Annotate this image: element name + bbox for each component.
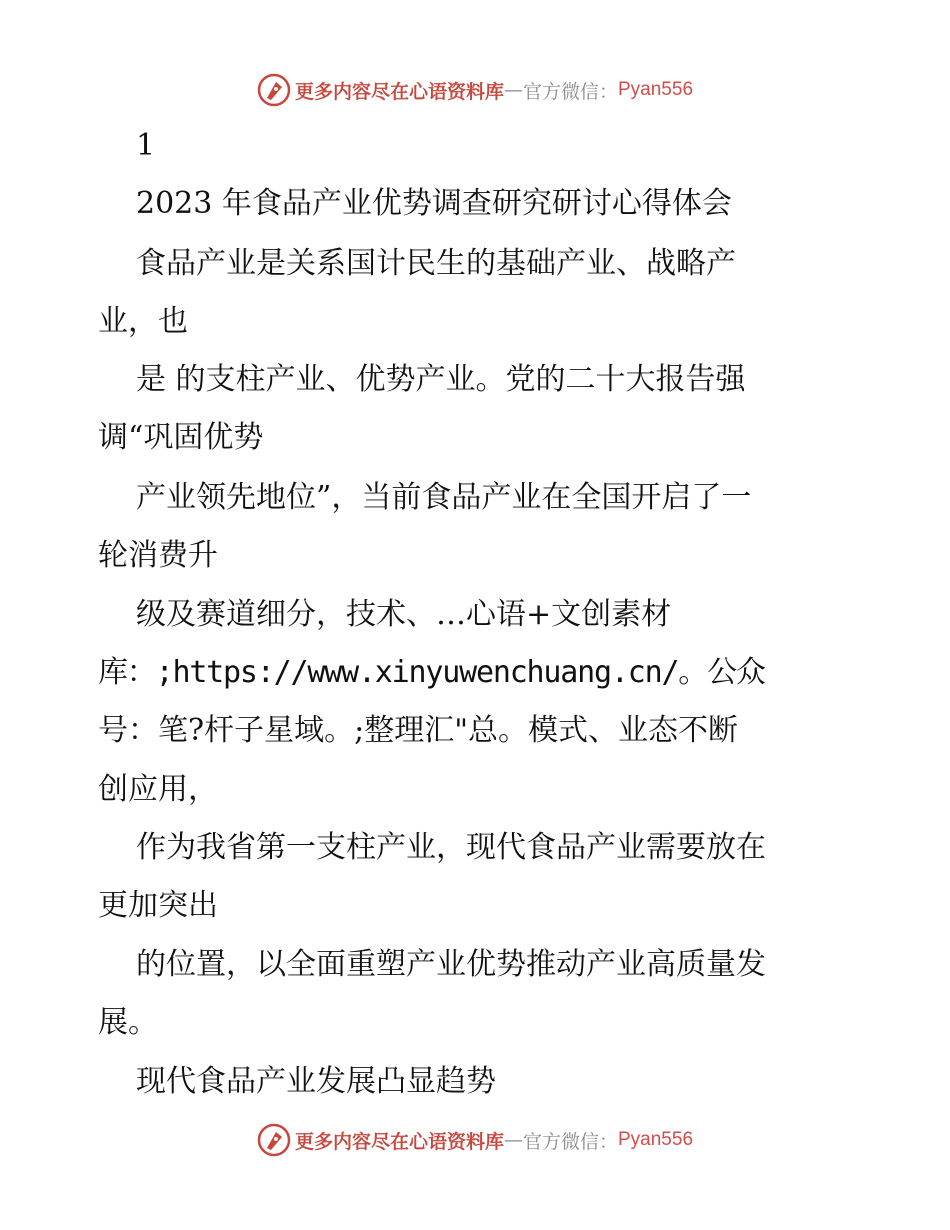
- paragraph-line: 是 的支柱产业、优势产业。党的二十大报告强: [136, 362, 746, 397]
- paragraph-line: 现代食品产业发展凸显趋势: [136, 1064, 496, 1099]
- paragraph-line: 产业领先地位”，当前食品产业在全国开启了一: [136, 480, 752, 515]
- footer-watermark: [0, 1122, 950, 1158]
- watermark-dash: —: [503, 79, 523, 101]
- paragraph-line: 业，也: [98, 304, 188, 339]
- paragraph-line: 的位置，以全面重塑产业优势推动产业高质量发: [136, 947, 766, 982]
- watermark-contact-label: 官方微信：: [522, 80, 618, 103]
- paragraph-line: 轮消费升: [98, 538, 218, 573]
- watermark-contact-id: Pyan556: [618, 79, 694, 100]
- paragraph-line: 调“巩固优势: [98, 420, 264, 455]
- paragraph-line: 号：笔?杆子星域。;整理汇"总。模式、业态不断: [98, 713, 738, 748]
- watermark-site-text: 更多内容尽在心语资料库: [294, 80, 504, 103]
- pen-nib-logo-icon: [257, 73, 291, 107]
- paragraph-line: 食品产业是关系国计民生的基础产业、战略产: [136, 246, 736, 281]
- paragraph-line: 作为我省第一支柱产业，现代食品产业需要放在: [136, 830, 766, 865]
- pen-nib-logo-icon: [257, 1123, 291, 1157]
- watermark-dash: —: [503, 1129, 523, 1151]
- header-watermark: [0, 72, 950, 108]
- document-title: 2023 年食品产业优势调查研究研讨心得体会: [136, 186, 732, 221]
- paragraph-line: 更加突出: [98, 888, 218, 923]
- paragraph-line-url: 库：;https://www.xinyuwenchuang.cn/。公众: [98, 655, 765, 690]
- paragraph-line: 展。: [98, 1005, 158, 1040]
- paragraph-line: 创应用，: [98, 772, 218, 807]
- watermark-contact-id: Pyan556: [618, 1129, 694, 1150]
- watermark-site-text: 更多内容尽在心语资料库: [294, 1130, 504, 1153]
- paragraph-line: 级及赛道细分，技术、…心语+文创素材: [136, 597, 672, 632]
- watermark-contact-label: 官方微信：: [522, 1130, 618, 1153]
- page-number: 1: [136, 128, 156, 163]
